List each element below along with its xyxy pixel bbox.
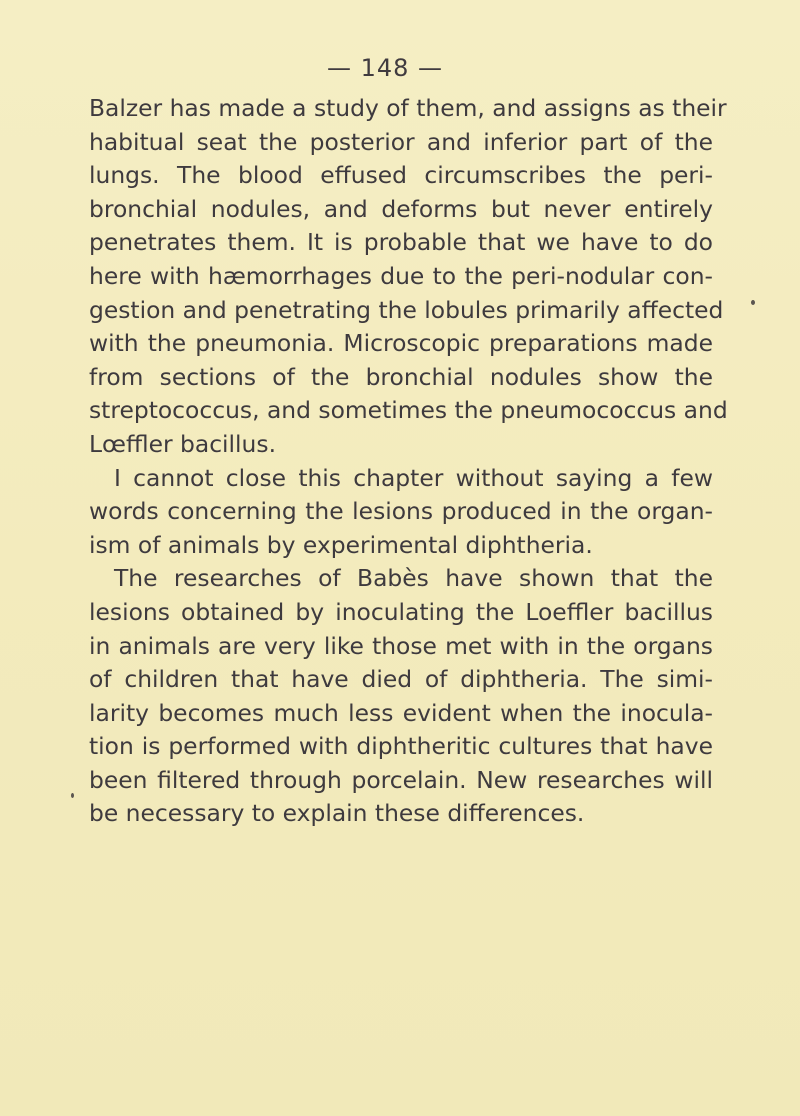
text-line: with the pneumonia. Microscopic preparations made <box>89 329 713 358</box>
text-line: streptococcus, and sometimes the pneumococcus and <box>89 396 728 425</box>
text-line: bronchial nodules, and deforms but never entirely <box>89 194 713 223</box>
page-body <box>89 92 728 831</box>
paragraph-2 <box>89 462 713 563</box>
text-line: Balzer has made a study of them, and assigns as their <box>89 94 727 122</box>
text-line: tion is performed with diphtheritic cultures that have <box>89 732 713 761</box>
text-line: Lœffler bacillus. <box>89 429 276 458</box>
page-number: — 148 — <box>326 54 444 82</box>
text-line: habitual seat the posterior and inferior part of the <box>89 127 713 156</box>
text-line: from sections of the bronchial nodules show the <box>89 362 713 391</box>
text-line: lungs. The blood effused circumscribes the peri- <box>89 161 713 190</box>
text-line: lesions obtained by inoculating the Loeffler bacillus <box>89 597 713 626</box>
paragraph-1 <box>89 92 728 462</box>
text-line: be necessary to explain these differences. <box>89 799 585 828</box>
paper-speck <box>71 793 74 798</box>
paragraph-3 <box>89 562 713 831</box>
paper-speck <box>751 300 755 305</box>
text-line: been filtered through porcelain. New researches will <box>89 765 713 794</box>
text-line: gestion and penetrating the lobules primarily affected <box>89 295 724 324</box>
text-line: penetrates them. It is probable that we have to do <box>89 228 713 257</box>
text-line: ism of animals by experimental diphtheria. <box>89 530 593 559</box>
text-line: of children that have died of diphtheria. The simi- <box>89 665 713 694</box>
text-line: larity becomes much less evident when the inocula- <box>89 698 713 727</box>
text-line: The researches of Babès have shown that the <box>114 564 713 593</box>
text-line: in animals are very like those met with in the organs <box>89 631 713 660</box>
text-line: words concerning the lesions produced in the organ- <box>89 497 713 526</box>
text-line: here with hæmorrhages due to the peri-nodular con- <box>89 261 713 290</box>
text-line: I cannot close this chapter without saying a few <box>114 463 713 492</box>
